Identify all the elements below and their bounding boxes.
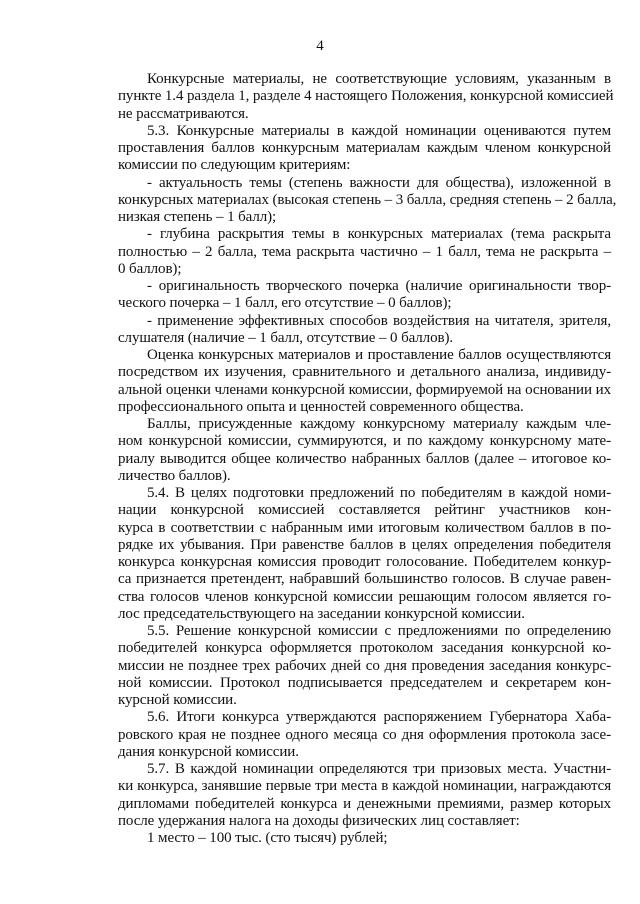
text-line: Баллы, присужденные каждому конкурсному материалу каждым чле- — [147, 416, 611, 432]
text-line: миссии не позднее трех рабочих дней со дня проведения заседания конкурс- — [118, 657, 611, 674]
text-line: 5.6. Итоги конкурса утверждаются распоряжением Губернатора Хаба- — [147, 709, 611, 726]
text-line: альной оценки членами конкурсной комиссии, формируемой на основании их — [118, 381, 611, 398]
text-line: 1 место – 100 тыс. (сто тысяч) рублей; — [147, 830, 388, 846]
text-line: победителей конкурса оформляется протоколом заседания конкурсной ко- — [118, 640, 611, 657]
text-line: личество баллов). — [118, 467, 231, 484]
text-line: 5.4. В целях подготовки предложений по победителям в каждой номи- — [147, 485, 611, 501]
text-line: ческого почерка – 1 балл, его отсутствие – 0 баллов); — [118, 295, 452, 312]
page-number: 4 — [316, 38, 324, 54]
text-line: профессионального опыта и ценностей современного общества. — [118, 398, 524, 415]
text-line: - актуальность темы (степень важности для общества), изложенной в — [147, 174, 611, 191]
text-line: са признается претендент, набравший большинство голосов. В случае равен- — [118, 571, 611, 588]
text-line: - оригинальность творческого почерка (наличие оригинальности твор- — [147, 278, 611, 294]
text-line: 5.7. В каждой номинации определяются три призовых места. Участни- — [147, 761, 611, 777]
text-line: - глубина раскрытия темы в конкурсных материалах (тема раскрыта — [147, 226, 611, 243]
text-line: проставления баллов конкурсным материалам каждым членом конкурсной — [118, 140, 611, 156]
text-line: дипломами победителей конкурса и денежными премиями, размер которых — [118, 795, 611, 812]
text-line: пункте 1.4 раздела 1, разделе 4 настоящего Положения, конкурсной комиссией — [118, 88, 614, 105]
text-line: рядке их убывания. При равенстве баллов в целях определения победителя — [118, 536, 611, 553]
text-line: низкая степень – 1 балл); — [118, 209, 277, 225]
text-line: Конкурсные материалы, не соответствующие условиям, указанным в — [147, 71, 611, 87]
text-line: лос председательствующего на заседании конкурсной комиссии. — [118, 605, 525, 622]
text-line: конкурса конкурсная комиссия проводит голосование. Победителем конкур- — [118, 554, 611, 570]
text-line: ки конкурса, занявшие первые три места в каждой номинации, награждаются — [118, 778, 611, 795]
text-line: Оценка конкурсных материалов и проставление баллов осуществляются — [147, 347, 611, 363]
text-line: ства голосов членов конкурсной комиссии решающим голосом является го- — [118, 588, 611, 605]
text-line: ровского края не позднее одного месяца со дня оформления протокола засе- — [118, 726, 611, 743]
text-line: курсной комиссии. — [118, 692, 237, 708]
text-line: риалу выводится общее количество набранных баллов (далее – итоговое ко- — [118, 450, 611, 467]
text-line: дания конкурсной комиссии. — [118, 743, 299, 760]
text-line: нации конкурсной комиссией составляется рейтинг участников кон- — [118, 502, 611, 519]
text-line: 0 баллов); — [118, 260, 182, 277]
text-line: ной комиссии. Протокол подписывается председателем и секретарем кон- — [118, 674, 611, 691]
text-line: полностью – 2 балла, тема раскрыта частично – 1 балл, тема не раскрыта – — [118, 243, 611, 260]
text-line: после удержания налога на доходы физических лиц составляет: — [118, 812, 520, 829]
text-line: ном конкурсной комиссии, суммируются, и по каждому конкурсному мате- — [118, 433, 611, 450]
text-line: курса в соответствии с набранным ими итоговым количеством баллов в по- — [118, 519, 611, 536]
text-line: слушателя (наличие – 1 балл, отсутствие – 0 баллов). — [118, 329, 453, 346]
text-line: 5.5. Решение конкурсной комиссии с предложениями по определению — [147, 623, 611, 639]
text-line: посредством их изучения, сравнительного и детального анализа, индивиду- — [118, 364, 611, 381]
text-line: - применение эффективных способов воздействия на читателя, зрителя, — [147, 312, 611, 329]
text-line: комиссии по следующим критериям: — [118, 157, 351, 174]
text-line: не рассматриваются. — [118, 105, 249, 122]
text-line: конкурсных материалах (высокая степень – 3 балла, средняя степень – 2 балла, — [118, 191, 617, 208]
text-line: 5.3. Конкурсные материалы в каждой номинации оцениваются путем — [147, 122, 611, 139]
